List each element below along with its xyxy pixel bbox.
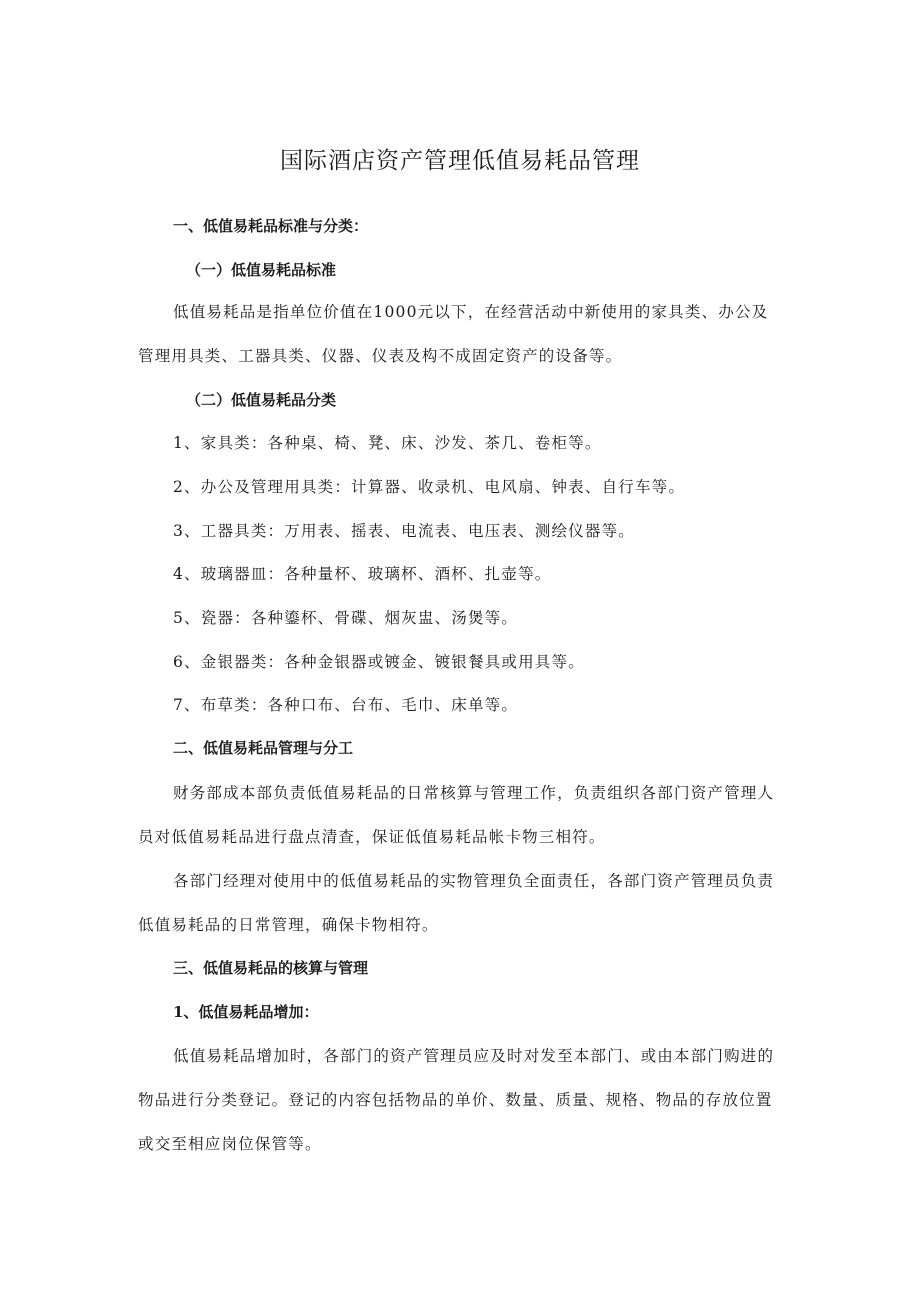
section1-heading: 一、低值易耗品标准与分类： (173, 217, 369, 235)
category-list-item: 2、办公及管理用具类：计算器、收录机、电风扇、钟表、自行车等。 (173, 478, 686, 496)
section2-paragraph-line: 财务部成本部负责低值易耗品的日常核算与管理工作，负责组织各部门资产管理人 (173, 784, 775, 802)
section2-paragraph-line: 员对低值易耗品进行盘点清查，保证低值易耗品帐卡物三相符。 (138, 828, 606, 846)
category-list-item: 1、家具类：各种桌、椅、凳、床、沙发、茶几、卷柜等。 (173, 434, 602, 452)
category-list-item: 5、瓷器：各种鎏杯、骨碟、烟灰盅、汤煲等。 (173, 609, 519, 627)
section3-sub1-heading: 1、低值易耗品增加： (173, 1003, 319, 1021)
section2-paragraph-line: 低值易耗品的日常管理，确保卡物相符。 (138, 916, 439, 934)
category-list-item: 4、玻璃器皿：各种量杯、玻璃杯、酒杯、扎壶等。 (173, 565, 552, 583)
category-list-item: 6、金银器类：各种金银器或镀金、镀银餐具或用具等。 (173, 653, 585, 671)
document-title: 国际酒店资产管理低值易耗品管理 (280, 148, 640, 174)
section2-paragraph-line: 各部门经理对使用中的低值易耗品的实物管理负全面责任，各部门资产管理员负责 (173, 872, 775, 890)
section1-sub1-paragraph-line: 低值易耗品是指单位价值在1000元以下，在经营活动中新使用的家具类、办公及 (173, 303, 769, 321)
category-list-item: 3、工器具类：万用表、摇表、电流表、电压表、测绘仪器等。 (173, 522, 635, 540)
section2-heading: 二、低值易耗品管理与分工 (173, 739, 354, 757)
section1-sub1-heading: （一）低值易耗品标准 (186, 261, 337, 279)
section1-sub2-heading: （二）低值易耗品分类 (186, 391, 337, 409)
section3-paragraph-line: 或交至相应岗位保管等。 (138, 1135, 322, 1153)
section3-paragraph-line: 低值易耗品增加时，各部门的资产管理员应及时对发至本部门、或由本部门购进的 (173, 1047, 775, 1065)
section3-heading: 三、低值易耗品的核算与管理 (173, 959, 369, 977)
section1-sub1-paragraph-line: 管理用具类、工器具类、仪器、仪表及构不成固定资产的设备等。 (138, 347, 623, 365)
category-list-item: 7、布草类：各种口布、台布、毛巾、床单等。 (173, 696, 519, 714)
section3-paragraph-line: 物品进行分类登记。登记的内容包括物品的单价、数量、质量、规格、物品的存放位置 (138, 1091, 773, 1109)
